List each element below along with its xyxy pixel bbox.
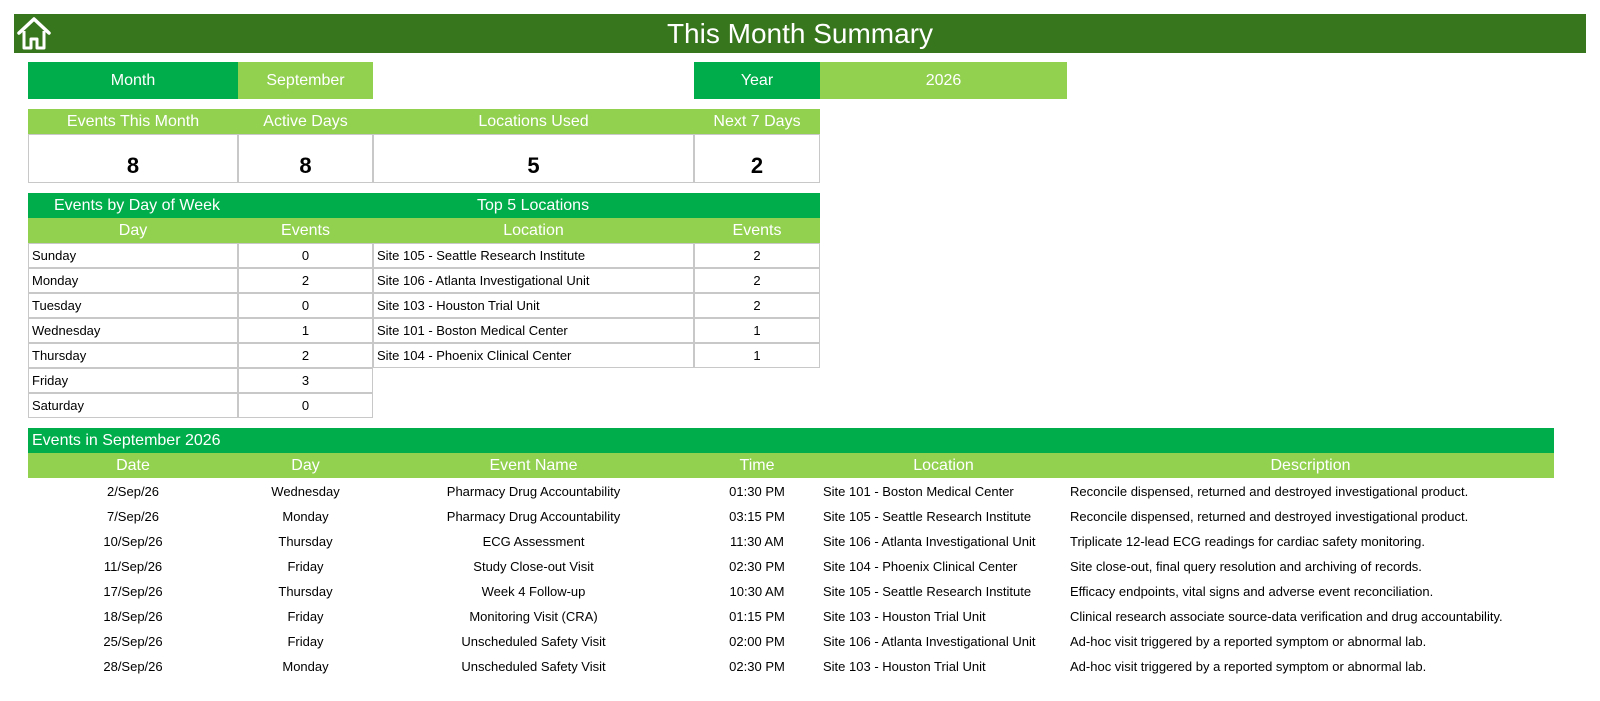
event-day: Friday — [287, 609, 324, 624]
kpi-events-this-month-value: 8 — [28, 134, 238, 183]
event-day: Monday — [282, 509, 329, 524]
top-location-name-cell: Site 106 - Atlanta Investigational Unit — [373, 268, 694, 293]
event-name: ECG Assessment — [482, 534, 585, 549]
kpi-next-7-days-value: 2 — [694, 134, 820, 183]
page-title: This Month Summary — [666, 18, 934, 49]
year-label: Year — [694, 62, 820, 99]
event-location: Site 103 - Houston Trial Unit — [823, 659, 986, 674]
event-description: Efficacy endpoints, vital signs and adverse event reconciliation. — [1070, 584, 1434, 599]
by-day-col-events: Events — [238, 218, 373, 243]
events-col-date: Date — [116, 456, 150, 474]
event-location: Site 104 - Phoenix Clinical Center — [823, 559, 1018, 574]
event-location: Site 101 - Boston Medical Center — [823, 484, 1014, 499]
event-time: 02:30 PM — [729, 559, 785, 574]
table-row — [28, 579, 1586, 604]
title-bar — [14, 14, 1586, 53]
by-day-day-cell: Friday — [28, 368, 238, 393]
event-day: Thursday — [278, 534, 333, 549]
event-date: 2/Sep/26 — [106, 484, 160, 499]
event-day: Friday — [287, 634, 324, 649]
event-time: 02:30 PM — [729, 659, 785, 674]
table-row — [28, 504, 1586, 529]
event-time: 01:30 PM — [729, 484, 785, 499]
event-name: Study Close-out Visit — [473, 559, 594, 574]
event-time: 11:30 AM — [730, 534, 784, 549]
event-name: Unscheduled Safety Visit — [461, 634, 606, 649]
event-name: Pharmacy Drug Accountability — [446, 509, 621, 524]
events-col-day: Day — [291, 456, 320, 474]
event-location: Site 103 - Houston Trial Unit — [823, 609, 986, 624]
by-day-col-day: Day — [28, 218, 238, 243]
events-title: Events in September 2026 — [28, 428, 1554, 453]
event-name: Week 4 Follow-up — [481, 584, 586, 599]
by-day-events-cell: 1 — [238, 318, 373, 343]
year-select[interactable]: 2026 — [820, 62, 1067, 99]
top-locations-title: Top 5 Locations — [373, 193, 820, 218]
top-location-events-cell: 2 — [694, 293, 820, 318]
table-row — [28, 604, 1586, 629]
event-description: Reconcile dispensed, returned and destroyed investigational product. — [1070, 509, 1469, 524]
event-date: 10/Sep/26 — [103, 534, 163, 549]
top-location-name-cell: Site 104 - Phoenix Clinical Center — [373, 343, 694, 368]
by-day-day-cell: Saturday — [28, 393, 238, 418]
events-col-description: Description — [1270, 456, 1351, 474]
event-day: Thursday — [278, 584, 333, 599]
event-time: 02:00 PM — [729, 634, 785, 649]
event-name: Unscheduled Safety Visit — [461, 659, 606, 674]
event-name: Monitoring Visit (CRA) — [469, 609, 598, 624]
event-description: Site close-out, final query resolution and archiving of records. — [1070, 559, 1422, 574]
table-row — [28, 554, 1586, 579]
by-day-events-cell: 2 — [238, 343, 373, 368]
top-location-name-cell: Site 101 - Boston Medical Center — [373, 318, 694, 343]
event-date: 18/Sep/26 — [103, 609, 163, 624]
event-location: Site 105 - Seattle Research Institute — [823, 509, 1032, 524]
by-day-day-cell: Monday — [28, 268, 238, 293]
top-location-events-cell: 1 — [694, 318, 820, 343]
table-row — [28, 654, 1586, 679]
event-date: 17/Sep/26 — [103, 584, 163, 599]
month-select[interactable]: September — [238, 62, 373, 99]
home-icon[interactable] — [16, 15, 52, 51]
by-day-events-cell: 0 — [238, 243, 373, 268]
by-day-events-cell: 0 — [238, 293, 373, 318]
events-col-event-name: Event Name — [489, 456, 578, 474]
event-day: Friday — [287, 559, 324, 574]
event-date: 7/Sep/26 — [106, 509, 160, 524]
by-day-day-cell: Sunday — [28, 243, 238, 268]
table-row — [28, 629, 1586, 654]
top-location-events-cell: 1 — [694, 343, 820, 368]
kpi-events-this-month-label: Events This Month — [28, 109, 238, 134]
top-locations-col-events: Events — [694, 218, 820, 243]
events-col-location: Location — [913, 456, 974, 474]
event-time: 01:15 PM — [729, 609, 785, 624]
event-day: Monday — [282, 659, 329, 674]
event-description: Clinical research associate source-data verification and drug accountability. — [1070, 609, 1503, 624]
kpi-next-7-days-label: Next 7 Days — [694, 109, 820, 134]
by-day-day-cell: Tuesday — [28, 293, 238, 318]
events-col-time: Time — [739, 456, 775, 474]
event-location: Site 106 - Atlanta Investigational Unit — [823, 534, 1036, 549]
event-description: Triplicate 12-lead ECG readings for cardiac safety monitoring. — [1070, 534, 1426, 549]
month-label: Month — [28, 62, 238, 99]
event-time: 03:15 PM — [729, 509, 785, 524]
kpi-active-days-value: 8 — [238, 134, 373, 183]
event-time: 10:30 AM — [729, 584, 785, 599]
table-row — [28, 529, 1586, 554]
top-location-events-cell: 2 — [694, 243, 820, 268]
by-day-events-cell: 2 — [238, 268, 373, 293]
event-date: 28/Sep/26 — [103, 659, 163, 674]
kpi-locations-used-label: Locations Used — [373, 109, 694, 134]
event-day: Wednesday — [271, 484, 340, 499]
top-location-name-cell: Site 103 - Houston Trial Unit — [373, 293, 694, 318]
event-description: Reconcile dispensed, returned and destroyed investigational product. — [1070, 484, 1469, 499]
by-day-events-cell: 0 — [238, 393, 373, 418]
by-day-title: Events by Day of Week — [28, 193, 373, 218]
top-location-name-cell: Site 105 - Seattle Research Institute — [373, 243, 694, 268]
event-description: Ad-hoc visit triggered by a reported symptom or abnormal lab. — [1070, 634, 1427, 649]
event-date: 25/Sep/26 — [103, 634, 163, 649]
by-day-day-cell: Thursday — [28, 343, 238, 368]
kpi-locations-used-value: 5 — [373, 134, 694, 183]
event-date: 11/Sep/26 — [103, 559, 163, 574]
table-row — [28, 479, 1586, 504]
event-name: Pharmacy Drug Accountability — [446, 484, 621, 499]
event-location: Site 106 - Atlanta Investigational Unit — [823, 634, 1036, 649]
kpi-active-days-label: Active Days — [238, 109, 373, 134]
by-day-day-cell: Wednesday — [28, 318, 238, 343]
event-location: Site 105 - Seattle Research Institute — [823, 584, 1032, 599]
by-day-events-cell: 3 — [238, 368, 373, 393]
event-description: Ad-hoc visit triggered by a reported symptom or abnormal lab. — [1070, 659, 1427, 674]
top-locations-col-location: Location — [373, 218, 694, 243]
top-location-events-cell: 2 — [694, 268, 820, 293]
